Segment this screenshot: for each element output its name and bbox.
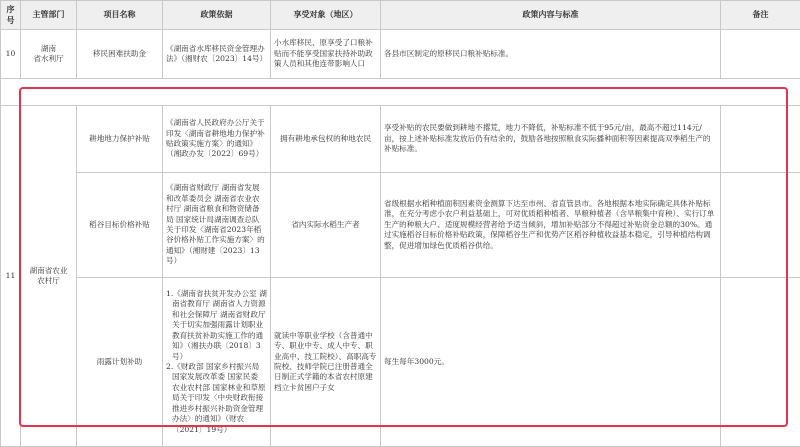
row-remark — [721, 106, 800, 173]
row-remark — [721, 30, 800, 79]
policy-basis-item: 1.《湖南省扶贫开发办公室 湖南省教育厅 湖南省人力资源和社会保障厅 湖南省财政厅关于切实加强雨露计划职业教育扶贫补助实施工作的通知》（湘扶办联〔2018〕3号） — [166, 289, 267, 362]
row-project: 耕地地力保护补贴 — [77, 106, 163, 173]
row-policy-basis: 《湖南省水库移民资金管理办法》（湘财农〔2023〕14号） — [163, 30, 271, 79]
table-row — [1, 30, 800, 79]
row-remark — [721, 173, 800, 278]
header-department: 主管部门 — [21, 1, 77, 30]
header-remark: 备注 — [721, 1, 800, 30]
row-project: 移民困难扶助金 — [77, 30, 163, 79]
row-policy-content: 各县市区制定的原移民口粮补贴标准。 — [381, 30, 721, 79]
row-beneficiary: 就读中等职业学校（含普通中专、职业中专、成人中专、职业高中、技工院校）、高职高专院校、技师学院已注册普通全日制正式学籍的本省农村原建档立卡贫困户子女 — [271, 278, 381, 447]
row-index: 10 — [1, 30, 21, 79]
row-beneficiary: 小水库移民、原享受了口粮补贴而不能享受国家扶持补助政策人员和其他连带影响人口 — [271, 30, 381, 79]
header-project: 项目名称 — [77, 1, 163, 30]
row-department: 湖南 省水利厅 — [21, 30, 77, 79]
table-row — [1, 106, 800, 173]
row-policy-content: 享受补贴的农民要做到耕地不撂荒，地力不降低，补贴标准不低于95元/亩，最高不超过114元/亩，按上述补贴标准发放后仍有结余的，鼓励各地按照粮食实际播种面积等因素提高双季稻生产的补贴标准。 — [381, 106, 721, 173]
row-department: 湖南省农业 农村厅 — [21, 106, 77, 447]
header-policy-content: 政策内容与标准 — [381, 1, 721, 30]
row-policy-content: 省级根据水稻种植面积因素资金测算下达至市州、省直管县市。各地根据本地实际确定具体补贴标准，在充分考虑小农户利益基础上，可对优质稻种植者、旱粮种植者（含旱粮集中育秧）、实行订单生产的种粮大户、适度规模经营者给予适当倾斜，增加补贴部分不得超过补贴资金总额的30%。通过实施稻谷目标价格补贴政策，保障稻谷生产和优势产区稻谷种植收益基本稳定，引导种植结构调整，促进增加绿色优质稻谷供给。 — [381, 173, 721, 278]
row-remark — [721, 278, 800, 447]
row-beneficiary: 省内实际水稻生产者 — [271, 173, 381, 278]
table-row — [1, 278, 800, 447]
header-row — [1, 1, 800, 30]
policy-basis-item: 2.《财政部 国家乡村振兴局 国家发展改革委 国家民委 农业农村部 国家林业和草原局关于印发〈中央财政衔接推进乡村振兴补助资金管理办法〉的通知》（财农〔2021〕19号） — [166, 362, 267, 435]
header-policy-basis: 政策依据 — [163, 1, 271, 30]
header-index: 序号 — [1, 1, 21, 30]
row-policy-basis: 《湖南省财政厅 湖南省发展和改革委员会 湖南省农业农村厅 湖南省粮食和物资储备局 国家统计局湖南调查总队关于印发〈湖南省2023年稻谷价格补贴工作实施方案〉的通知》（湘财建〔2023〕13号） — [163, 173, 271, 278]
row-beneficiary: 拥有耕地承包权的种地农民 — [271, 106, 381, 173]
row-policy-content: 每生每年3000元。 — [381, 278, 721, 447]
spacer-row — [1, 79, 800, 106]
row-index: 11 — [1, 106, 21, 447]
header-beneficiary: 享受对象（地区） — [271, 1, 381, 30]
row-project: 雨露计划补助 — [77, 278, 163, 447]
table-row — [1, 173, 800, 278]
row-policy-basis — [163, 278, 271, 447]
row-project: 稻谷目标价格补贴 — [77, 173, 163, 278]
row-policy-basis: 《湖南省人民政府办公厅关于印发〈湖南省耕地地力保护补贴政策实施方案〉的通知》（湘政办发〔2022〕69号） — [163, 106, 271, 173]
